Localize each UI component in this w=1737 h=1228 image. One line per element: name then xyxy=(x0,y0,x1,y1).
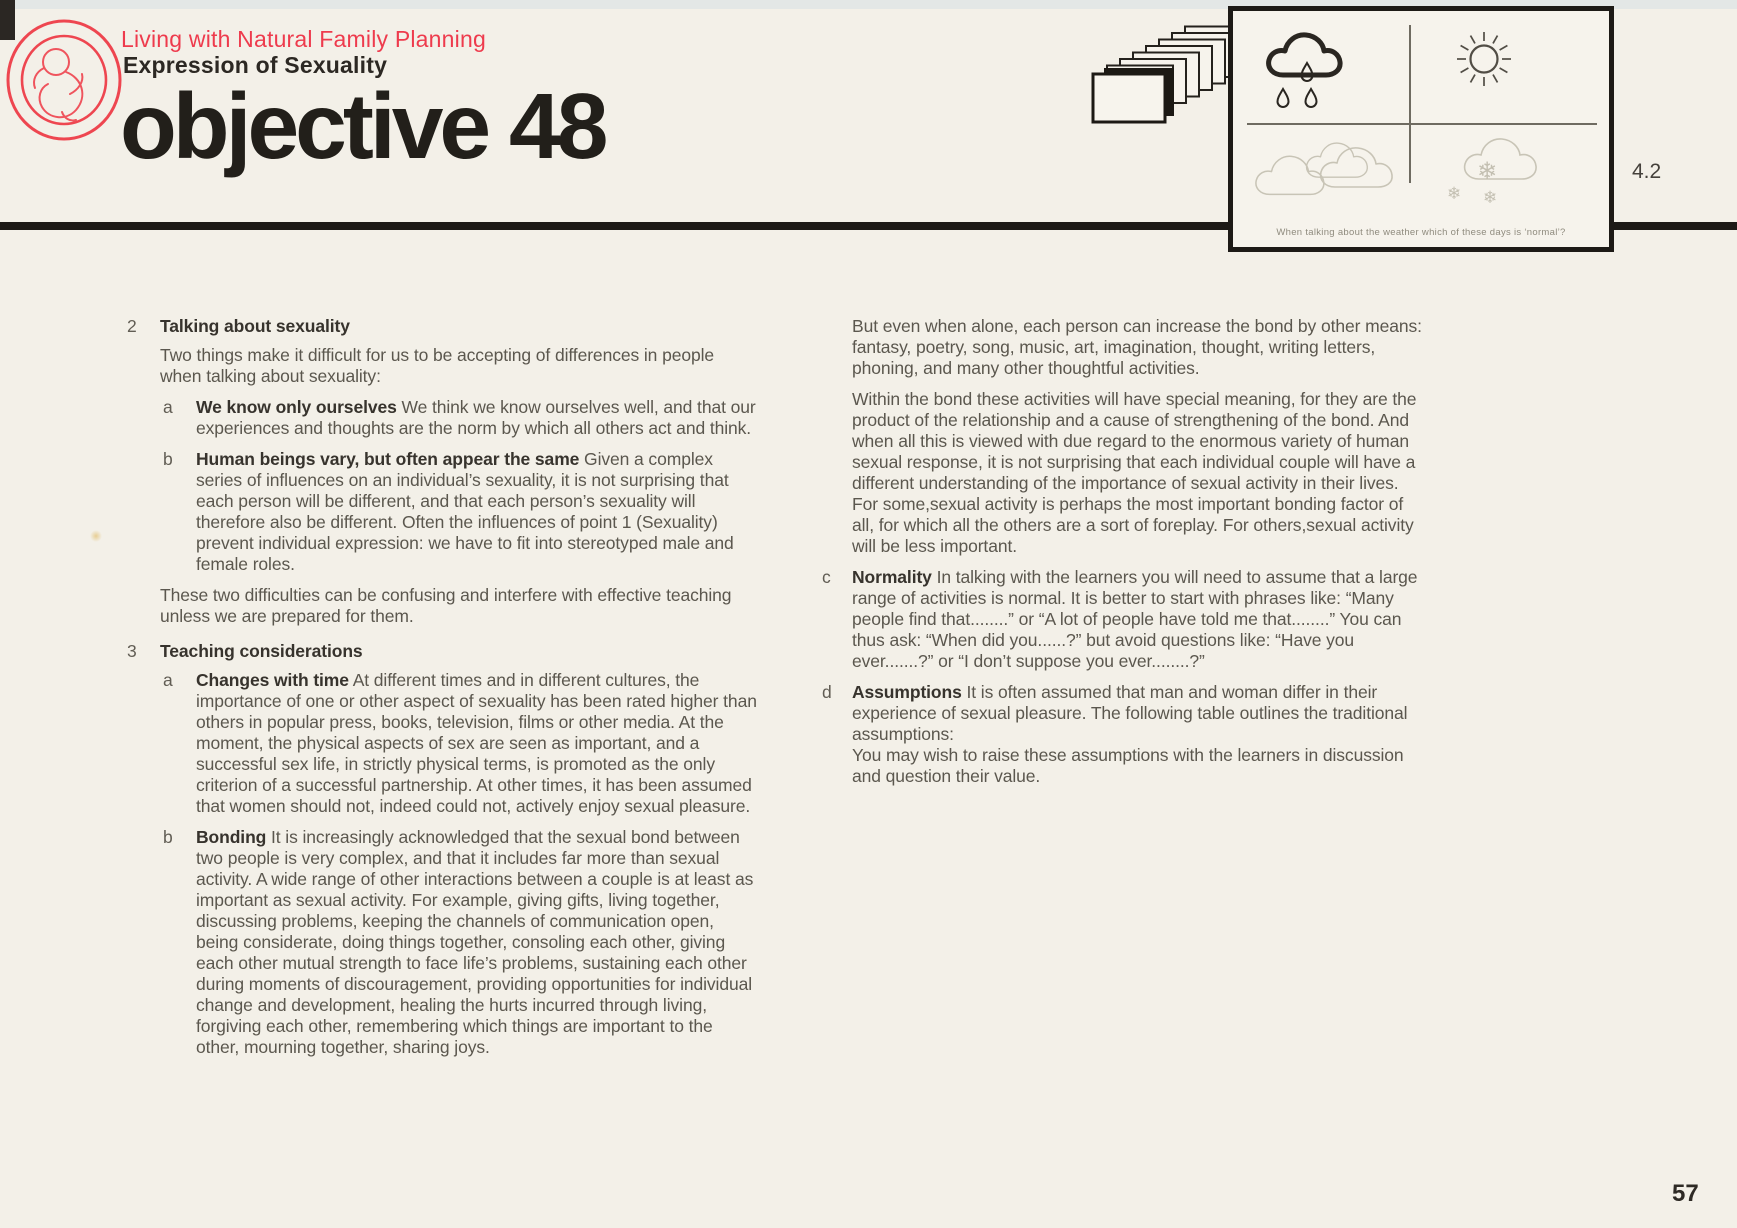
item-body xyxy=(852,567,1422,672)
item-lead: Normality xyxy=(852,567,932,587)
series-title: Living with Natural Family Planning xyxy=(121,26,486,52)
sun-icon xyxy=(1429,19,1541,101)
item-body xyxy=(196,827,757,1058)
paragraph: Within the bond these activities will have special meaning, for they are the product of the relationship and a cause of strengthening of the bond. And when all this is viewed with due regard to the enormous variety of human sexual response, it is not surprising that each individual couple will have a different understanding of the importance of sexual activity in their lives. For some,sexual activity is perhaps the most important bonding factor of all, for which all the others are a sort of foreplay. For others,sexual activity will be less important. xyxy=(852,389,1417,556)
section-title-text: Teaching considerations xyxy=(160,641,363,661)
left-column xyxy=(127,316,757,1068)
svg-text:❄: ❄ xyxy=(1483,188,1498,208)
item-text: Bonding It is increasingly acknowledged that the sexual bond between two people is very complex, and that it includes far more than sexual activity. A wide range of other interactions between a couple is at least as important as sexual activity. For example, giving gifts, living together, discussing problems, keeping the channels of communication open, being considerate, doing things together, consoling each other, giving each other mutual strength to face life’s problems, sustaining each other during moments of discouragement, providing opportunities for individual change and development, healing the hurts incurred through living, forgiving each other, remembering which things are important to the other, mourning together, sharing joys. xyxy=(196,827,754,1057)
svg-text:❄: ❄ xyxy=(1447,184,1462,204)
item-body xyxy=(196,670,757,817)
item-letter: a xyxy=(163,670,173,690)
list-item xyxy=(163,397,757,439)
list-item xyxy=(163,827,757,1058)
item-letter: c xyxy=(822,567,831,587)
page-stain xyxy=(90,530,102,542)
section-title-text: Talking about sexuality xyxy=(160,316,350,336)
nfp-logo xyxy=(4,16,124,144)
figure-reference: 4.2 xyxy=(1632,160,1662,183)
list-item xyxy=(163,449,757,575)
paragraph: Two things make it difficult for us to be accepting of differences in people when talking about sexuality: xyxy=(160,345,715,386)
item-body xyxy=(196,397,757,439)
list-item xyxy=(822,567,1422,672)
item-body xyxy=(196,449,757,575)
item-text: Changes with time At different times and in different cultures, the importance of one or other aspect of sexuality has been rated higher than others in popular press, books, television, films or other media. At the moment, the physical aspects of sex are seen as important, and a successful sex life, in strictly physical terms, is promoted as the only criterion of a successful partnership. At other times, it has been assumed that women should not, indeed could not, actively enjoy sexual pleasure. xyxy=(196,670,757,816)
section-heading xyxy=(127,316,757,337)
item-letter: b xyxy=(163,449,173,469)
weather-figure-panel xyxy=(1228,6,1614,252)
clouds-icon xyxy=(1243,131,1405,207)
item-text: Assumptions It is often assumed that man and woman differ in their experience of sexual pleasure. The following table outlines the traditional assumptions: xyxy=(852,682,1408,744)
item-text: Normality In talking with the learners you will need to assume that a large range of activities is normal. It is better to start with phrases like: “Many people find that........” or “A lot of people have told me that........” You can thus ask: “When did you......?” but avoid questions like: “Have you ever.......?” or “I don’t suppose you ever........?” xyxy=(852,567,1418,671)
paragraph: These two difficulties can be confusing and interfere with effective teaching unless we are prepared for them. xyxy=(160,585,732,626)
nfp-logo-icon xyxy=(4,16,124,144)
figure-caption: When talking about the weather which of these days is ‘normal’? xyxy=(1276,227,1566,238)
snow-icon xyxy=(1425,127,1587,211)
section-number: 3 xyxy=(127,641,137,661)
item-lead: Assumptions xyxy=(852,682,962,702)
item-letter: a xyxy=(163,397,173,417)
list-item xyxy=(163,670,757,817)
section-number: 2 xyxy=(127,316,137,336)
item-lead: Human beings vary, but often appear the same xyxy=(196,449,580,469)
item-lead: Bonding xyxy=(196,827,267,847)
page-number: 57 xyxy=(1672,1180,1699,1207)
item-letter: b xyxy=(163,827,173,847)
figure-grid-line-vertical xyxy=(1409,25,1411,183)
section-title: Expression of Sexuality xyxy=(123,52,388,78)
item-text: Human beings vary, but often appear the same Given a complex series of influences on an individual’s sexuality, it is not surprising that each person will be different, and that each person’s sexuality will therefore also be different. Often the influences of point 1 (Sexuality) prevent individual expression: we have to fit into stereotyped male and female roles. xyxy=(196,449,734,574)
page-title: objective 48 xyxy=(120,74,605,178)
section-heading xyxy=(127,641,757,662)
item-lead: Changes with time xyxy=(196,670,349,690)
item-letter: d xyxy=(822,682,832,702)
paragraph: But even when alone, each person can increase the bond by other means: fantasy, poetry, song, music, art, imagination, thought, writing letters, phoning, and many other thoughtful activities. xyxy=(852,316,1422,378)
item-text-2: You may wish to raise these assumptions with the learners in discussion and question their value. xyxy=(852,745,1404,786)
item-text: We know only ourselves We think we know ourselves well, and that our experiences and thoughts are the norm by which all others act and think. xyxy=(196,397,756,438)
item-lead: We know only ourselves xyxy=(196,397,397,417)
list-item xyxy=(822,682,1422,787)
figure-grid-line-horizontal xyxy=(1247,123,1597,125)
item-body xyxy=(852,682,1422,787)
right-column xyxy=(815,316,1422,797)
svg-text:❄: ❄ xyxy=(1477,157,1498,185)
rain-cloud-icon xyxy=(1255,23,1373,119)
